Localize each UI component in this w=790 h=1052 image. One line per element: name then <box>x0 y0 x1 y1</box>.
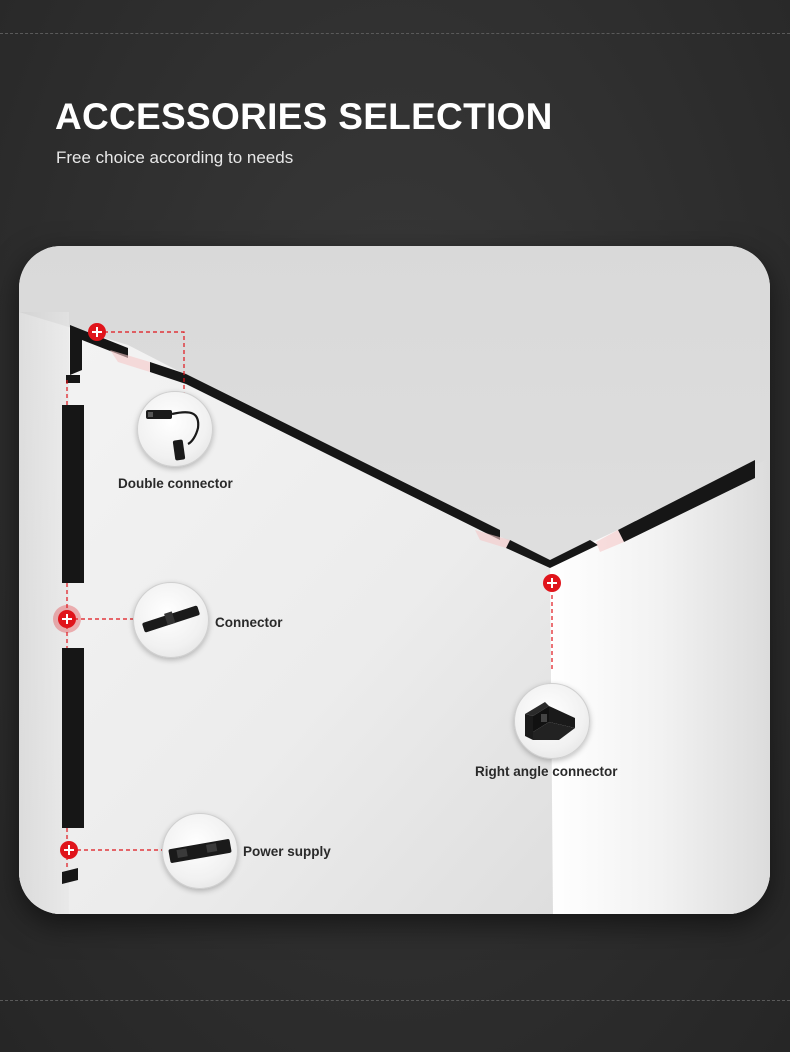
power-supply-icon <box>163 814 237 888</box>
ceiling-wall-illustration <box>19 246 770 914</box>
connector-label: Connector <box>215 615 283 630</box>
connector-icon <box>134 583 208 657</box>
installation-scene-panel <box>19 246 770 914</box>
right-angle-connector-label: Right angle connector <box>475 764 618 779</box>
marker-double-connector <box>88 323 106 341</box>
double-connector-callout <box>137 391 213 467</box>
page-title: ACCESSORIES SELECTION <box>55 96 553 137</box>
marker-power-supply <box>60 841 78 859</box>
right-angle-connector-icon <box>515 684 589 758</box>
double-connector-icon <box>138 392 212 466</box>
connector-callout <box>133 582 209 658</box>
top-divider <box>0 33 790 34</box>
double-connector-label: Double connector <box>118 476 233 491</box>
right-angle-connector-callout <box>514 683 590 759</box>
page-subtitle: Free choice according to needs <box>56 148 294 167</box>
marker-connector <box>53 605 81 633</box>
bottom-divider <box>0 1000 790 1001</box>
power-supply-callout <box>162 813 238 889</box>
marker-right-angle-connector <box>543 574 561 592</box>
power-supply-label: Power supply <box>243 844 331 859</box>
